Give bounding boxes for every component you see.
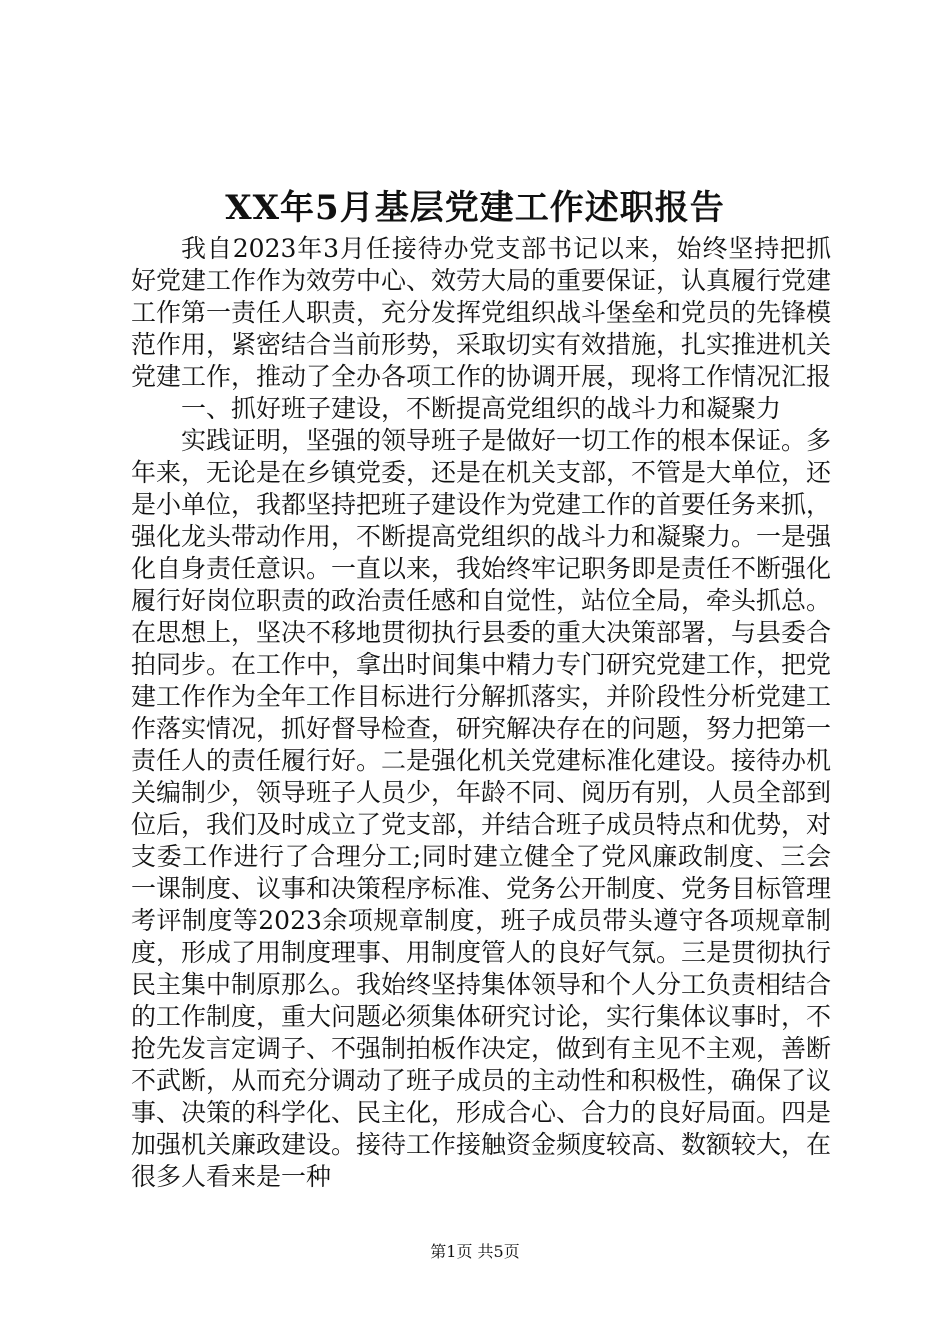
body-paragraph: 实践证明，坚强的领导班子是做好一切工作的根本保证。多年来，无论是在乡镇党委，还是在机关支部，不管是大单位，还是小单位，我都坚持把班子建设作为党建工作的首要任务来抓，强化龙头带动作用，不断提高党组织的战斗力和凝聚力。一是强化自身责任意识。一直以来，我始终牢记职务即是责任不断强化履行好岗位职责的政治责任感和自觉性，站位全局，牵头抓总。在思想上，坚决不移地贯彻执行县委的重大决策部署，与县委合拍同步。在工作中，拿出时间集中精力专门研究党建工作，把党建工作作为全年工作目标进行分解抓落实，并阶段性分析党建工作落实情况，抓好督导检查，研究解决存在的问题，努力把第一责任人的责任履行好。二是强化机关党建标准化建设。接待办机关编制少，领导班子人员少，年龄不同、阅历有别，人员全部到位后，我们及时成立了党支部，并结合班子成员特点和优势，对支委工作进行了合理分工;同时建立健全了党风廉政制度、三会一课制度、议事和决策程序标准、党务公开制度、党务目标管理考评制度等2023余项规章制度，班子成员带头遵守各项规章制度，形成了用制度理事、用制度管人的良好气氛。三是贯彻执行民主集中制原那么。我始终坚持集体领导和个人分工负责相结合的工作制度，重大问题必须集体研究讨论，实行集体议事时，不抢先发言定调子、不强制拍板作决定，做到有主见不主观，善断不武断，从而充分调动了班子成员的主动性和积极性，确保了议事、决策的科学化、民主化，形成合心、合力的良好局面。四是加强机关廉政建设。接待工作接触资金频度较高、数额较大，在很多人看来是一种 [131,426,832,1191]
page-footer: 第1页 共5页 [430,1242,520,1261]
intro-paragraph: 我自2023年3月任接待办党支部书记以来，始终坚持把抓好党建工作作为效劳中心、效劳大局的重要保证，认真履行党建工作第一责任人职责，充分发挥党组织战斗堡垒和党员的先锋模范作用，紧密结合当前形势，采取切实有效措施，扎实推进机关党建工作，推动了全办各项工作的协调开展，现将工作情况汇报 [131,234,832,391]
section-heading: 一、抓好班子建设，不断提高党组织的战斗力和凝聚力 [181,394,782,423]
document-title: XX年5月基层党建工作述职报告 [225,188,725,228]
document-body [131,233,831,1193]
